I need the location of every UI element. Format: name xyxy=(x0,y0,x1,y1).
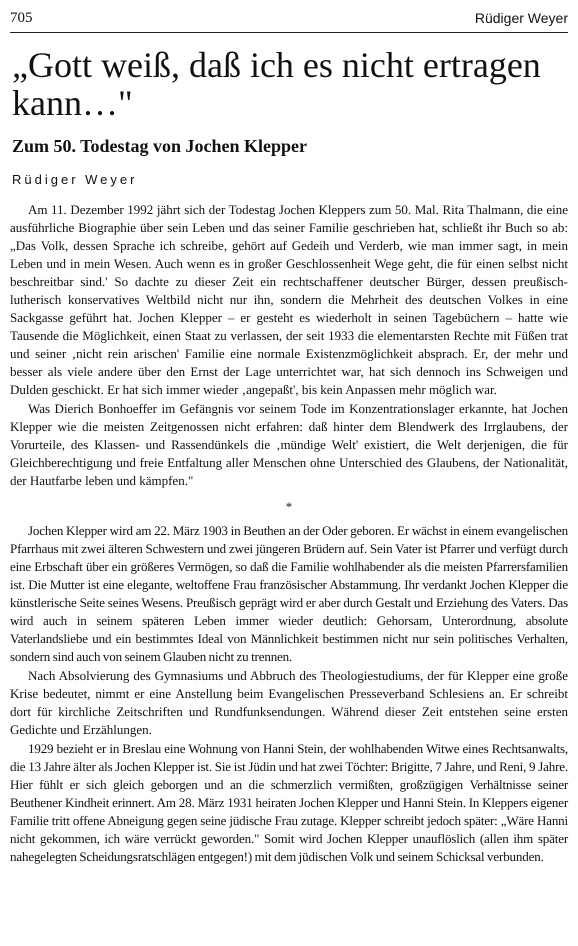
article-subtitle: Zum 50. Todestag von Jochen Klepper xyxy=(12,136,308,156)
page-number: 705 xyxy=(10,10,33,26)
paragraph: Nach Absolvierung des Gymnasiums und Abbruch des Theologiestudiums, der für Klepper eine große Krise bedeutet, nimmt er eine Anstellung beim Evangelischen Presseverband Schlesiens an. Er schreibt dort für kirchliche Zeitschriften und Rundfunksendungen. Während dieser Zeit entstehen seine ersten Gedichte und Erzählungen. xyxy=(10,668,568,737)
paragraph: Was Dierich Bonhoeffer im Gefängnis vor seinem Tode im Konzentrationslager erkannte, hat Jochen Klepper wie die meisten Zeitgenossen nicht erfahren: daß hinter dem Blendwerk des Irrglaubens, der Vorurteile, des Klassen- und Rassendünkels die ‚mündige Welt' existiert, die Welt derjenigen, die für Gleichberechtigung und freie Entfaltung aller Menschen ohne Unterschied des Glaubens, der Nationalität, der Hautfarbe leben und kämpfen." xyxy=(10,401,568,488)
paragraph: Jochen Klepper wird am 22. März 1903 in Beuthen an der Oder geboren. Er wächst in einem evangelischen Pfarrhaus mit zwei älteren Schwestern und zwei jüngeren Brüdern auf. Sein Vater ist Pfarrer und verfügt durch eine Erbschaft über ein größeres Vermögen, so daß die Familie wohlhabender als die meisten Pfarrersfamilien ist. Die Mutter ist eine elegante, weltoffene Frau französischer Abstammung. Ihr verdankt Jochen Klepper die künstlerische Seite seines Wesens. Preußisch geprägt wird er aber durch Gestalt und Erziehung des Vaters. Das wird auch in seinem späteren Leben immer wieder deutlich: Gehorsam, Unterordnung, absolute Vaterlandsliebe und ein bestimmtes Ideal von Männlichkeit bestimmen nicht nur sein politisches Verhalten, sondern sind auch von seinem Glauben nicht zu trennen. xyxy=(10,523,568,664)
article-title: „Gott weiß, daß ich es nicht ertragen kann…" xyxy=(12,45,541,123)
page-header xyxy=(10,8,568,33)
paragraph: Am 11. Dezember 1992 jährt sich der Todestag Jochen Kleppers zum 50. Mal. Rita Thalmann, die eine ausführliche Biographie über sein Leben und das seiner Familie geschrieben hat, schließt ihr Buch so ab: „Das Volk, dessen Sprache ich schreibe, gehört auf Gedeih und Verderb, wie man immer sagt, in mein Leben und in mein Wesen. Auch wenn es in großer Geschlossenheit Wege geht, die für einen selbst nicht beschreitbar sind.' So dachte zu dieser Zeit ein rechtschaffener deutscher Bürger, dessen preußisch-lutherisch konservatives Weltbild nicht nur ihn, sondern die Mehrheit des deutschen Volkes in eine Sackgasse geführt hat. Jochen Klepper – er gesteht es wiederholt in seinen Tagebüchern – hatte wie Tausende die Möglichkeit, einen Staat zu verlassen, der seit 1933 die elementarsten Rechte mit Füßen trat und seiner ‚nicht rein arischen' Familie eine normale Existenzmöglichkeit absprach. Er, der mehr und besser als viele andere über den Ernst der Lage unterrichtet war, hat sich dennoch ins Schweigen und Dulden geschickt. Er hat sich immer wieder ‚angepaßt', bis kein Anpassen mehr möglich war. xyxy=(10,202,568,397)
section-separator: * xyxy=(285,499,293,514)
paragraph: 1929 bezieht er in Breslau eine Wohnung von Hanni Stein, der wohlhabenden Witwe eines Rechtsanwalts, die 13 Jahre älter als Jochen Klepper ist. Sie ist Jüdin und hat zwei Töchter: Brigitte, 7 Jahre, und Reni, 9 Jahre. Hier fühlt er sich gleich geborgen und an die schmerzlich vermißten, großzügigen Verhältnisse seiner Beuthener Kindheit erinnert. Am 28. März 1931 heiraten Jochen Klepper und Hanni Stein. In Kleppers eigener Familie tritt offene Abneigung gegen seine jüdische Frau zutage. Klepper schreibt jedoch später: „Wäre Hanni nicht gekommen, ich wäre verrückt geworden." Somit wird Jochen Klepper unauflöslich (allen ihm später nahegelegten Scheidungsratschlägen entgegen!) mit dem jüdischen Volk und seinem Schicksal verbunden. xyxy=(10,741,568,864)
article-author: Rüdiger Weyer xyxy=(12,172,138,187)
article-body xyxy=(10,201,568,867)
running-head: Rüdiger Weyer xyxy=(474,10,568,26)
